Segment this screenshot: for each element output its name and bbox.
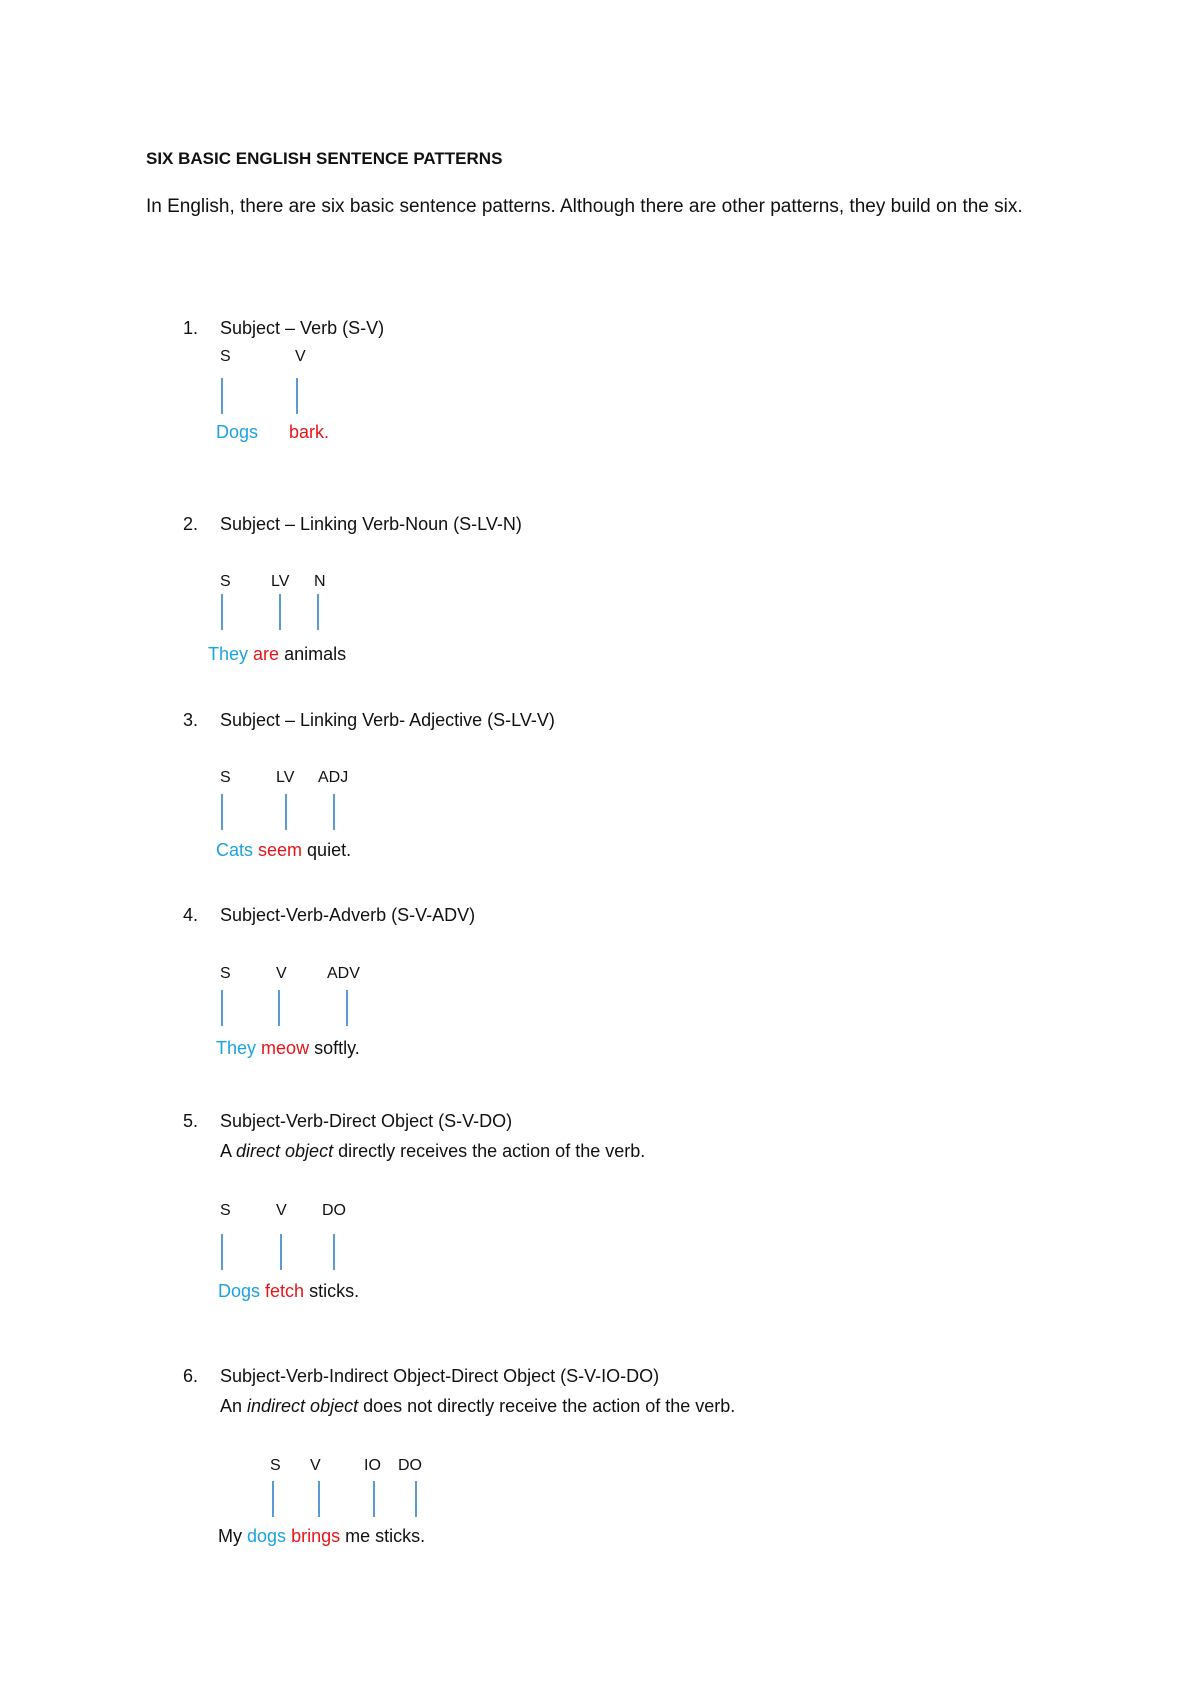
example-sentence xyxy=(216,840,351,861)
connector-line xyxy=(333,1234,335,1270)
pattern-number: 3. xyxy=(183,710,199,730)
example-sentence xyxy=(218,1281,359,1302)
example-sentence xyxy=(216,1038,360,1059)
term: indirect object xyxy=(247,1396,359,1416)
example-rest: sticks. xyxy=(304,1281,360,1301)
connector-line xyxy=(221,594,223,630)
pattern-heading: Subject – Linking Verb- Adjective (S-LV-V) xyxy=(220,710,555,730)
label-subject: S xyxy=(220,348,231,365)
example-sentence xyxy=(218,1526,425,1547)
example-subject: Dogs xyxy=(216,422,259,442)
example-subject: They xyxy=(216,1038,257,1058)
connector-line xyxy=(318,1481,320,1517)
label-verb: V xyxy=(310,1457,321,1474)
pattern-number: 4. xyxy=(183,905,199,925)
pattern-description: An indirect object does not directly receive the action of the verb. xyxy=(220,1396,736,1416)
label-noun: N xyxy=(314,573,326,590)
connector-line xyxy=(221,1234,223,1270)
label-verb: V xyxy=(276,965,287,982)
example-rest: quiet. xyxy=(302,840,352,860)
label-adverb: ADV xyxy=(327,965,360,982)
pattern-heading: Subject-Verb-Direct Object (S-V-DO) xyxy=(220,1111,513,1131)
connector-line xyxy=(221,794,223,830)
example-subject: Cats xyxy=(216,840,254,860)
example-verb: seem xyxy=(258,840,303,860)
example-subject: Dogs xyxy=(218,1281,261,1301)
connector-line xyxy=(373,1481,375,1517)
label-direct-object: DO xyxy=(322,1202,346,1219)
label-linking-verb: LV xyxy=(271,573,290,590)
pattern-heading: Subject-Verb-Indirect Object-Direct Object (S-V-IO-DO) xyxy=(220,1366,660,1386)
pattern-number: 2. xyxy=(183,514,199,534)
connector-line xyxy=(317,594,319,630)
example-pre: My xyxy=(218,1526,247,1546)
label-direct-object: DO xyxy=(398,1457,422,1474)
label-subject: S xyxy=(220,1202,231,1219)
connector-line xyxy=(221,990,223,1026)
label-subject: S xyxy=(220,965,231,982)
connector-line xyxy=(415,1481,417,1517)
page-title: SIX BASIC ENGLISH SENTENCE PATTERNS xyxy=(146,149,503,168)
connector-line xyxy=(346,990,348,1026)
example-verb: brings xyxy=(291,1526,341,1546)
connector-line xyxy=(333,794,335,830)
connector-line xyxy=(279,594,281,630)
pattern-heading: Subject-Verb-Adverb (S-V-ADV) xyxy=(220,905,476,925)
example-subject: They xyxy=(208,644,249,664)
connector-line xyxy=(280,1234,282,1270)
pattern-number: 6. xyxy=(183,1366,199,1386)
pattern-number: 1. xyxy=(183,318,199,338)
term: direct object xyxy=(236,1141,334,1161)
connector-line xyxy=(272,1481,274,1517)
intro-paragraph: In English, there are six basic sentence patterns. Although there are other patterns, they build on the six. xyxy=(146,196,1023,217)
example-verb: bark. xyxy=(289,422,330,442)
connector-line xyxy=(278,990,280,1026)
label-indirect-object: IO xyxy=(364,1457,381,1474)
example-verb: fetch xyxy=(265,1281,305,1301)
label-subject: S xyxy=(220,573,231,590)
pattern-description: A direct object directly receives the action of the verb. xyxy=(220,1141,646,1161)
example-subject: dogs xyxy=(247,1526,287,1546)
connector-line xyxy=(221,378,223,414)
label-linking-verb: LV xyxy=(276,769,295,786)
connector-line xyxy=(296,378,298,414)
label-verb: V xyxy=(276,1202,287,1219)
example-rest: me sticks. xyxy=(340,1526,426,1546)
connector-line xyxy=(285,794,287,830)
example-rest: softly. xyxy=(309,1038,360,1058)
pattern-heading: Subject – Verb (S-V) xyxy=(220,318,385,338)
label-subject: S xyxy=(270,1457,281,1474)
label-verb: V xyxy=(295,348,306,365)
example-verb: are xyxy=(253,644,280,664)
label-subject: S xyxy=(220,769,231,786)
example-verb: meow xyxy=(261,1038,310,1058)
example-sentence xyxy=(208,644,346,665)
pattern-number: 5. xyxy=(183,1111,199,1131)
example-rest: animals xyxy=(279,644,347,664)
pattern-heading: Subject – Linking Verb-Noun (S-LV-N) xyxy=(220,514,522,534)
label-adjective: ADJ xyxy=(318,769,349,786)
